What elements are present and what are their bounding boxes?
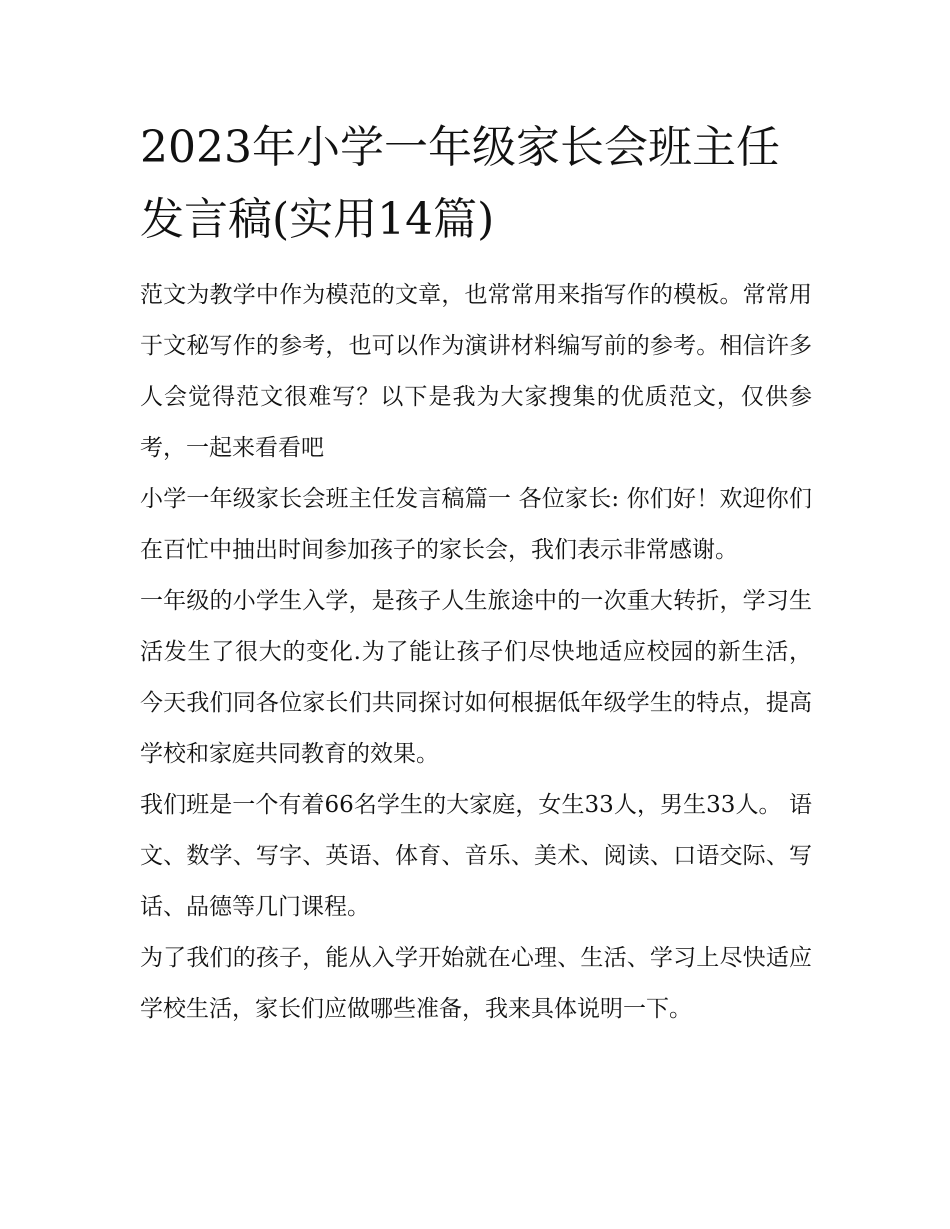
paragraph-transition: 一年级的小学生入学，是孩子人生旅途中的一次重大转折，学习生活发生了很大的变化.为了能让孩子们尽快地适应校园的新生活，今天我们同各位家长们共同探讨如何根据低年级学生的特点，提高学校和家庭共同教育的效果。 [140, 588, 812, 767]
paragraph-class-info: 我们班是一个有着66名学生的大家庭，女生33人，男生33人。 语文、数学、写字、英语、体育、音乐、美术、阅读、口语交际、写话、品德等几门课程。 [140, 792, 812, 920]
document-body [140, 112, 812, 1035]
paragraph-greeting: 小学一年级家长会班主任发言稿篇一 各位家长: 你们好！欢迎你们在百忙中抽出时间参加孩子的家长会，我们表示非常感谢。 [140, 486, 812, 563]
paragraph-intro: 范文为教学中作为模范的文章，也常常用来指写作的模板。常常用于文秘写作的参考，也可以作为演讲材料编写前的参考。相信许多人会觉得范文很难写？以下是我为大家搜集的优质范文，仅供参考，一起来看看吧 [140, 282, 812, 461]
paragraph-preparation: 为了我们的孩子，能从入学开始就在心理、生活、学习上尽快适应学校生活，家长们应做哪些准备，我来具体说明一下。 [140, 945, 812, 1022]
document-title: 2023年小学一年级家长会班主任发言稿(实用14篇) [140, 122, 780, 245]
